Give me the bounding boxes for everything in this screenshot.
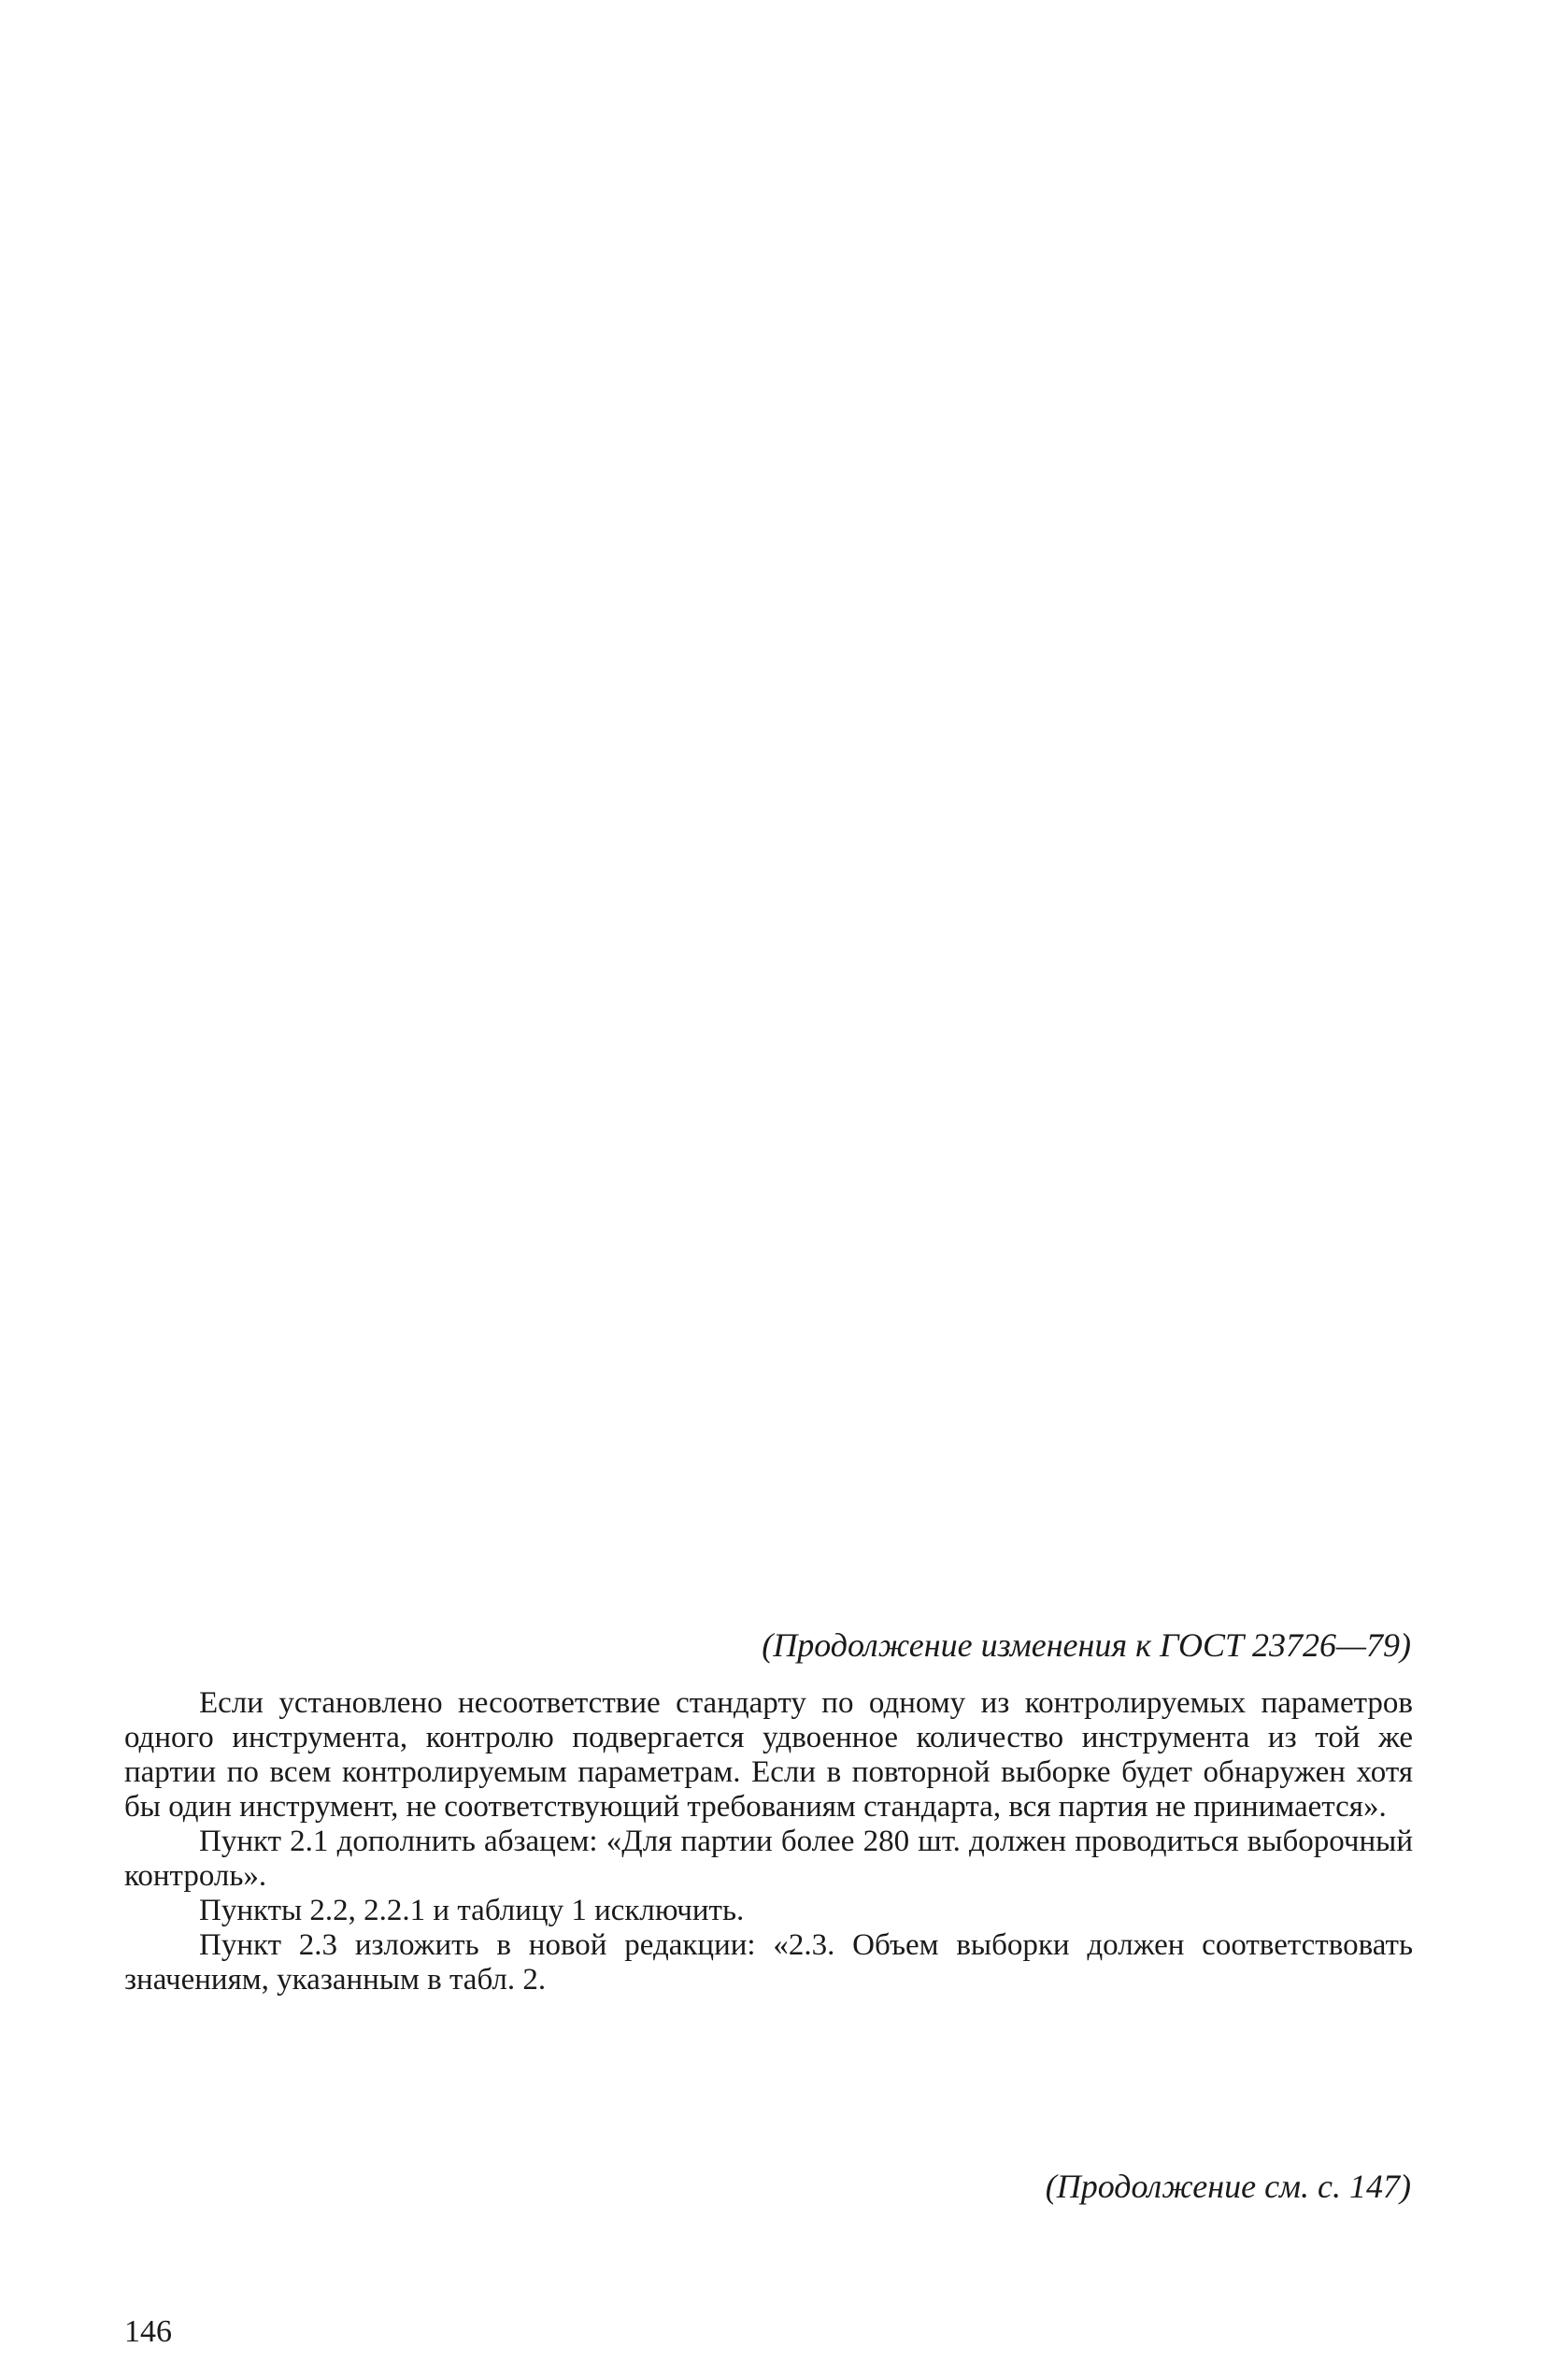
paragraph-clause-2-3: Пункт 2.3 изложить в новой редакции: «2.3. Объем выборки должен соответствовать значениям, указанным в табл. 2. (124, 1928, 1413, 1997)
page-number: 146 (124, 2314, 172, 2349)
paragraph-clause-2-1: Пункт 2.1 дополнить абзацем: «Для партии более 280 шт. должен проводиться выборочный контроль». (124, 1825, 1413, 1893)
paragraph-clause-2-2: Пункты 2.2, 2.2.1 и таблицу 1 исключить. (199, 1894, 745, 1927)
body-text (124, 1686, 1413, 1997)
paragraph-nonconformity: Если установлено несоответствие стандарту по одному из контролируемых параметров одного инструмента, контролю подвергается удвоенное количество инструмента из той же партии по всем контролируемым параметрам. Если в повторной выборке будет обнаружен хотя бы один инструмент, не соответствующий требованиям стандарта, вся партия не принимается». (124, 1686, 1413, 1824)
continuation-header: (Продолжение изменения к ГОСТ 23726—79) (762, 1626, 1411, 1664)
continued-note: (Продолжение см. с. 147) (1045, 2168, 1411, 2205)
